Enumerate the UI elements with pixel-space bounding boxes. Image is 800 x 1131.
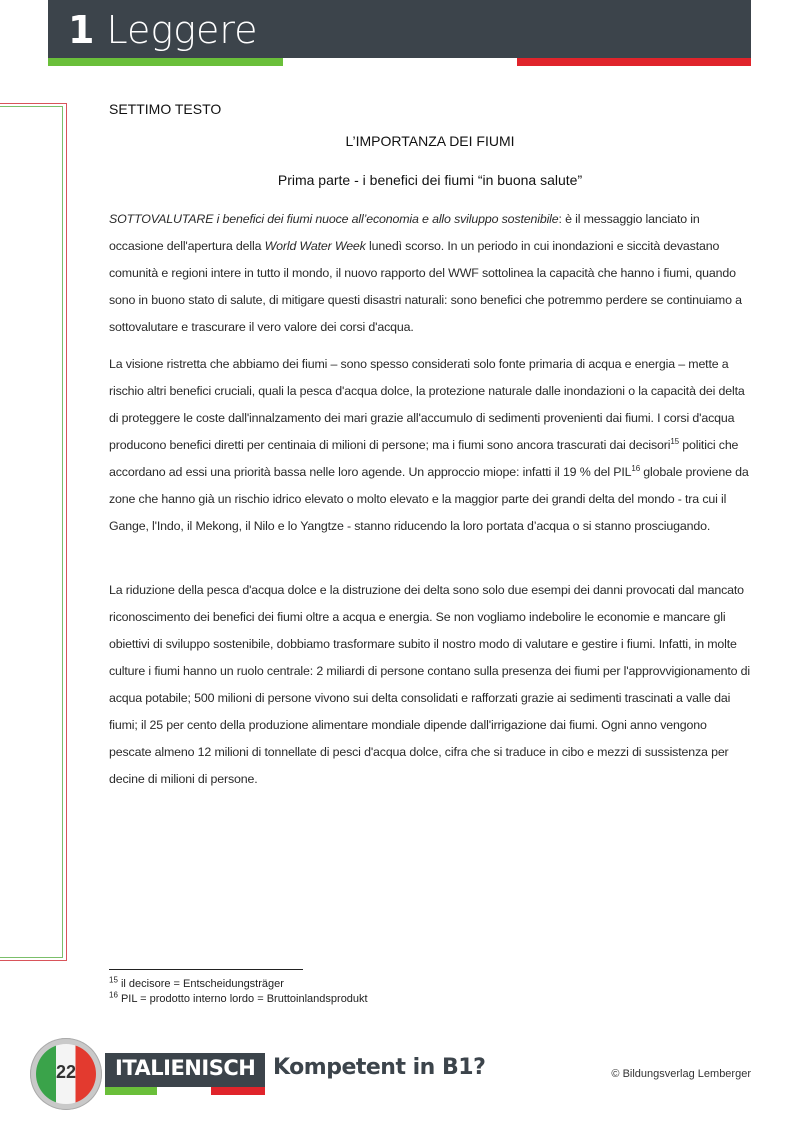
text: globale proviene da zone che hanno già un rischio idrico elevato o molto elevato e la maggior parte dei grandi delta del mondo - tra cui il Gange, l'Indo, il Mekong, il Nilo e lo Yangtze - stanno riducendo la loro portata d’acqua o si stanno prosciugando. bbox=[109, 465, 749, 533]
brand-label: ITALIENISCH bbox=[115, 1056, 256, 1080]
brand-red-bar bbox=[211, 1087, 265, 1095]
footnote-ref-16: 16 bbox=[631, 463, 641, 473]
chapter-header bbox=[48, 0, 751, 58]
chapter-heading bbox=[68, 6, 258, 54]
footnote-text: PIL = prodotto interno lordo = Bruttoinlandsprodukt bbox=[117, 993, 368, 1005]
section-label: SETTIMO TESTO bbox=[109, 101, 222, 117]
brand-box bbox=[105, 1053, 265, 1087]
text: La riduzione della pesca d'acqua dolce e la distruzione dei delta sono solo due esempi dei danni provocati dal mancato riconoscimento dei benefici dei fiumi oltre a acqua e energia. Se non vogliamo indebolire le economie e mancare gli obiettivi di sviluppo sostenibile, dobbiamo trasformare subito il nostro modo di valutare e gestire i fiumi. Infatti, in molte culture i fiumi hanno un ruolo centrale: 2 miliardi di persone contano sulla presenza dei fiumi per l'approvvigionamento di acqua potabile; 500 milioni di persone vivono sui delta consolidati e rafforzati grazie ai sedimenti trascinati a valle dai fiumi; il 25 per cento della produzione alimentare mondiale dipende dall'irrigazione dai fiumi. Ogni anno vengono pescate almeno 12 milioni di tonnellate di pesci d'acqua dolce, cifra che si traduce in cibo e mezzi di sussistenza per decine di milioni di persone. bbox=[109, 583, 750, 786]
header-red-bar bbox=[517, 58, 751, 66]
italian-flag-icon bbox=[36, 1044, 96, 1104]
text: La visione ristretta che abbiamo dei fiumi – sono spesso considerati solo fonte primaria di acqua e energia – mette a rischio altri benefici cruciali, quali la pesca d'acqua dolce, la protezione naturale dalle inondazioni o la capacità dei delta di proteggere le coste dall'innalzamento dei mari grazie all'accumulo di sedimenti provenienti dai fiumi. I corsi d'acqua producono benefici diretti per centinaia di milioni di persone; ma i fiumi sono ancora trascurati dai decisori bbox=[109, 357, 745, 452]
article-title: L’IMPORTANZA DEI FIUMI bbox=[345, 133, 515, 149]
paragraph-2 bbox=[109, 351, 752, 540]
page-number: 22 bbox=[55, 1062, 77, 1082]
header-green-bar bbox=[48, 58, 283, 66]
text: politici che accordano ad essi una priorità bassa nelle loro agende. Un approccio miope: infatti il 19 % del PIL bbox=[109, 438, 739, 479]
event-name: World Water Week bbox=[264, 239, 366, 253]
copyright: © Bildungsverlag Lemberger bbox=[611, 1068, 751, 1080]
footnote-text: il decisore = Entscheidungsträger bbox=[117, 978, 284, 990]
footnote-divider bbox=[109, 969, 303, 970]
text: lunedì scorso. In un periodo in cui inondazioni e siccità devastano comunità e regioni intere in tutto il mondo, il nuovo rapporto del WWF sottolinea la capacità che hanno i fiumi, quando sono in buono stato di salute, di mitigare questi disastri naturali: sono benefici che potremmo perdere se continuiamo a sottovalutare e trascurare il vero valore dei corsi d'acqua. bbox=[109, 239, 742, 334]
page-badge bbox=[30, 1038, 102, 1110]
footnote-number: 16 bbox=[109, 990, 118, 1000]
chapter-number: 1 bbox=[68, 8, 95, 52]
series-title: Kompetent in B1? bbox=[273, 1055, 486, 1080]
footnote-ref-15: 15 bbox=[670, 436, 679, 446]
article-subtitle: Prima parte - i benefici dei fiumi “in buona salute” bbox=[277, 172, 583, 188]
footnote-16 bbox=[109, 992, 368, 1007]
brand-green-bar bbox=[105, 1087, 157, 1095]
footnote-15 bbox=[109, 977, 368, 992]
paragraph-1 bbox=[109, 206, 752, 341]
footnote-number: 15 bbox=[109, 975, 118, 985]
text: : è il messaggio lanciato in occasione dell'apertura della bbox=[109, 212, 700, 253]
paragraph-3 bbox=[109, 577, 752, 793]
left-frame-green bbox=[0, 106, 63, 958]
footnotes bbox=[109, 977, 368, 1007]
chapter-title: Leggere bbox=[106, 8, 258, 52]
italic-lead: SOTTOVALUTARE i benefici dei fiumi nuoce all’economia e allo sviluppo sostenibile bbox=[109, 212, 559, 226]
